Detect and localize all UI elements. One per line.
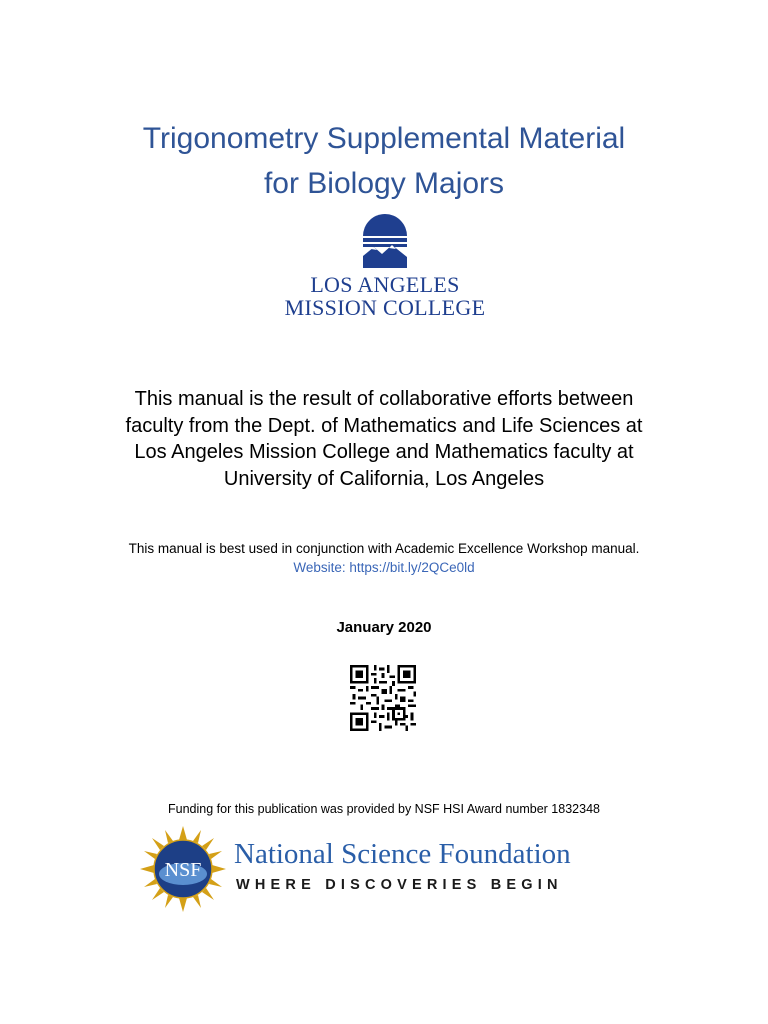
college-name-line-1: LOS ANGELES bbox=[310, 272, 460, 297]
intro-line-3: Los Angeles Mission College and Mathematics faculty at bbox=[134, 441, 634, 463]
intro-line-2: faculty from the Dept. of Mathematics and Life Sciences at bbox=[125, 414, 643, 437]
funding-statement: Funding for this publication was provided by NSF HSI Award number 1832348 bbox=[168, 802, 600, 816]
title-line-1: Trigonometry Supplemental Material bbox=[142, 122, 626, 156]
intro-line-4: University of California, Los Angeles bbox=[223, 467, 545, 490]
website-link[interactable]: Website: https://bit.ly/2QCe0ld bbox=[293, 560, 475, 575]
publication-date: January 2020 bbox=[336, 619, 432, 636]
document-title bbox=[0, 116, 768, 206]
mountain-sun-logo-icon bbox=[362, 214, 408, 268]
usage-note: This manual is best used in conjunction with Academic Excellence Workshop manual. bbox=[128, 541, 640, 556]
qr-code-icon[interactable] bbox=[350, 665, 416, 731]
intro-line-1: This manual is the result of collaborative efforts between bbox=[134, 388, 634, 410]
nsf-seal-icon bbox=[140, 826, 226, 912]
college-logo bbox=[270, 214, 500, 319]
nsf-name: National Science Foundation bbox=[234, 838, 571, 870]
nsf-tagline: WHERE DISCOVERIES BEGIN bbox=[236, 877, 563, 893]
college-name-line-2: MISSION COLLEGE bbox=[284, 295, 486, 320]
title-line-2: for Biology Majors bbox=[263, 167, 505, 201]
nsf-seal-text: NSF bbox=[164, 859, 202, 881]
intro-paragraph bbox=[84, 386, 684, 492]
